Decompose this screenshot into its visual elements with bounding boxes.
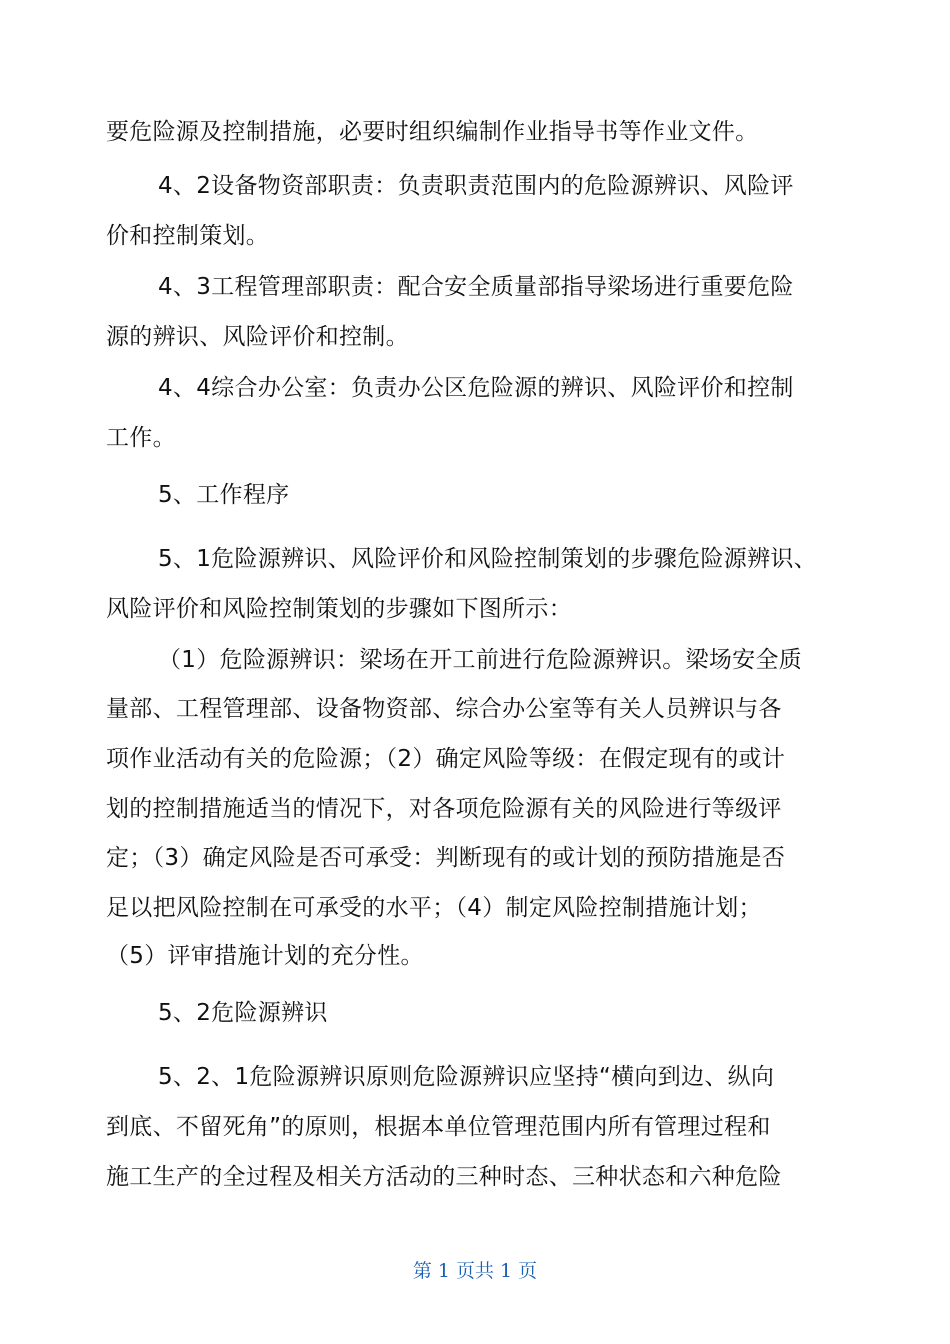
text-line-3: 价和控制策划。 [106, 223, 270, 249]
text-line-2: 4、2设备物资部职责：负责职责范围内的危险源辨识、风险评 [158, 173, 794, 199]
text-line-7: 工作。 [106, 425, 176, 451]
text-line-20: 到底、不留死角”的原则，根据本单位管理范围内所有管理过程和 [106, 1114, 771, 1140]
section-heading-5: 5、工作程序 [158, 482, 290, 508]
text-line-19: 5、2、1危险源辨识原则危险源辨识应坚持“横向到边、纵向 [158, 1064, 775, 1090]
text-line-10: 风险评价和风险控制策划的步骤如下图所示： [106, 596, 572, 622]
text-line-15: 定；（3）确定风险是否可承受：判断现有的或计划的预防措施是否 [106, 845, 786, 871]
text-line-1: 要危险源及控制措施，必要时组织编制作业指导书等作业文件。 [106, 119, 759, 145]
text-line-16: 足以把风险控制在可承受的水平；（4）制定风险控制措施计划； [106, 895, 762, 921]
text-line-9: 5、1危险源辨识、风险评价和风险控制策划的步骤危险源辨识、 [158, 546, 817, 572]
section-heading-5-2: 5、2危险源辨识 [158, 1000, 328, 1026]
text-line-21: 施工生产的全过程及相关方活动的三种时态、三种状态和六种危险 [106, 1164, 782, 1190]
text-line-4: 4、3工程管理部职责：配合安全质量部指导梁场进行重要危险 [158, 274, 794, 300]
text-line-14: 划的控制措施适当的情况下，对各项危险源有关的风险进行等级评 [106, 796, 782, 822]
text-line-13: 项作业活动有关的危险源；（2）确定风险等级：在假定现有的或计 [106, 746, 786, 772]
text-line-5: 源的辨识、风险评价和控制。 [106, 324, 409, 350]
text-line-6: 4、4综合办公室：负责办公区危险源的辨识、风险评价和控制 [158, 375, 794, 401]
text-line-12: 量部、工程管理部、设备物资部、综合办公室等有关人员辨识与各 [106, 696, 782, 722]
text-line-17: （5）评审措施计划的充分性。 [106, 943, 424, 969]
text-line-11: （1）危险源辨识：梁场在开工前进行危险源辨识。梁场安全质 [158, 647, 803, 673]
page-number-footer: 第 1 页共 1 页 [412, 1260, 538, 1282]
